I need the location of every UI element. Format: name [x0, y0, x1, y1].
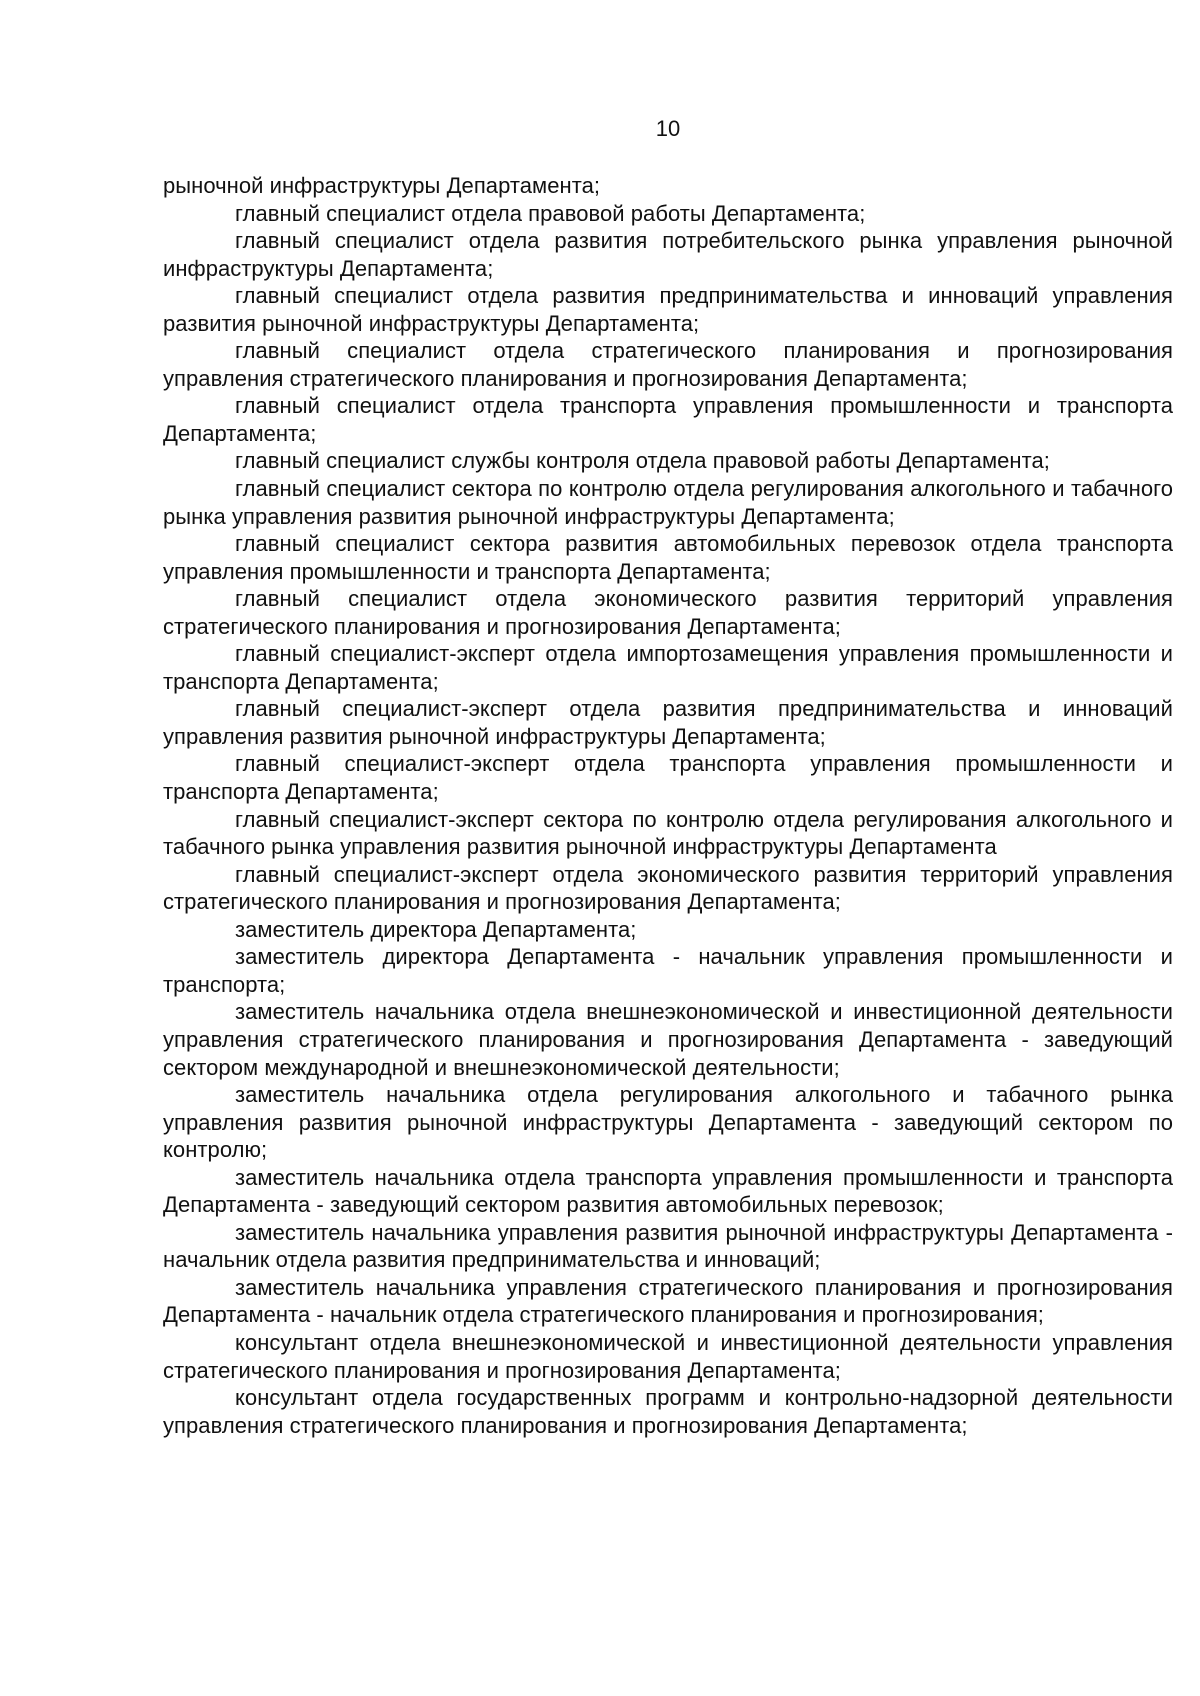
paragraph: главный специалист отдела транспорта управления промышленности и транспорта Департамента; [163, 393, 1173, 446]
page-number: 10 [655, 116, 681, 141]
paragraph: консультант отдела государственных программ и контрольно-надзорной деятельности управления стратегического планирования и прогнозирования Департамента; [163, 1385, 1173, 1438]
paragraph: главный специалист отдела правовой работы Департамента; [235, 200, 866, 226]
paragraph: рыночной инфраструктуры Департамента; [163, 173, 601, 198]
paragraph: заместитель начальника отдела регулирования алкогольного и табачного рынка управления развития рыночной инфраструктуры Департамента - заведующий сектором по контролю; [163, 1082, 1173, 1163]
paragraph: главный специалист-эксперт отдела импортозамещения управления промышленности и транспорта Департамента; [163, 641, 1173, 694]
paragraph: консультант отдела внешнеэкономической и инвестиционной деятельности управления стратегического планирования и прогнозирования Департамента; [163, 1329, 1173, 1383]
paragraph: заместитель начальника управления стратегического планирования и прогнозирования Департамента - начальник отдела стратегического планирования и прогнозирования; [163, 1274, 1173, 1328]
paragraph: заместитель директора Департамента; [235, 916, 637, 942]
paragraph: главный специалист сектора по контролю отдела регулирования алкогольного и табачного рынка управления развития рыночной инфраструктуры Департамента; [163, 476, 1173, 529]
document-body [163, 172, 1173, 1439]
paragraph: главный специалист сектора развития автомобильных перевозок отдела транспорта управления промышленности и транспорта Департамента; [163, 531, 1173, 584]
paragraph: заместитель начальника отдела транспорта управления промышленности и транспорта Департамента - заведующий сектором развития автомобильных перевозок; [163, 1164, 1173, 1218]
paragraph: главный специалист-эксперт отдела развития предпринимательства и инноваций управления развития рыночной инфраструктуры Департамента; [163, 696, 1173, 749]
paragraph: главный специалист отдела экономического развития территорий управления стратегического планирования и прогнозирования Департамента; [163, 586, 1173, 639]
paragraph: заместитель директора Департамента - начальник управления промышленности и транспорта; [163, 944, 1173, 997]
paragraph: главный специалист отдела развития предпринимательства и инноваций управления развития рыночной инфраструктуры Департамента; [163, 283, 1173, 336]
paragraph: главный специалист отдела развития потребительского рынка управления рыночной инфраструктуры Департамента; [163, 228, 1173, 281]
paragraph: главный специалист-эксперт отдела транспорта управления промышленности и транспорта Департамента; [163, 751, 1173, 805]
paragraph: главный специалист-эксперт сектора по контролю отдела регулирования алкогольного и табачного рынка управления развития рыночной инфраструктуры Департамента [163, 806, 1173, 860]
paragraph: заместитель начальника отдела внешнеэкономической и инвестиционной деятельности управления стратегического планирования и прогнозирования Департамента - заведующий сектором международной и внешнеэкономической деятельности; [163, 999, 1173, 1080]
paragraph: главный специалист-эксперт отдела экономического развития территорий управления стратегического планирования и прогнозирования Департамента; [163, 861, 1173, 915]
paragraph: главный специалист отдела стратегического планирования и прогнозирования управления стратегического планирования и прогнозирования Департамента; [163, 338, 1173, 391]
paragraph: главный специалист службы контроля отдела правовой работы Департамента; [235, 448, 1050, 474]
paragraph: заместитель начальника управления развития рыночной инфраструктуры Департамента - начальник отдела развития предпринимательства и инноваций; [163, 1219, 1173, 1273]
